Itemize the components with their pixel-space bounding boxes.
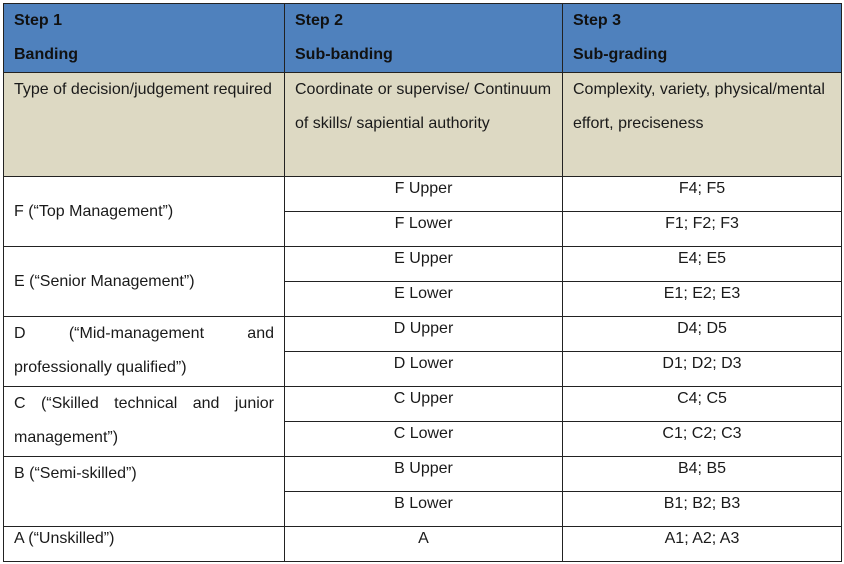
sub-grades: B4; B5 [563,457,842,492]
desc-banding: Type of decision/judgement required [4,73,285,177]
sub-band: D Lower [285,352,563,387]
band-label: A (“Unskilled”) [4,527,285,562]
sub-grades: B1; B2; B3 [563,492,842,527]
sub-banding-title: Sub-banding [295,46,393,63]
sub-band: E Lower [285,282,563,317]
header-sub-banding [285,4,563,73]
band-label: E (“Senior Management”) [4,247,285,317]
sub-grades: D1; D2; D3 [563,352,842,387]
table-row [4,247,842,282]
sub-grades: E1; E2; E3 [563,282,842,317]
sub-grades: F4; F5 [563,177,842,212]
desc-sub-grading: Complexity, variety, physical/mental effort, preciseness [563,73,842,177]
table-row [4,527,842,562]
sub-band: F Lower [285,212,563,247]
sub-grades: C1; C2; C3 [563,422,842,457]
step2-label: Step 2 [295,12,344,29]
sub-grades: C4; C5 [563,387,842,422]
sub-band: A [285,527,563,562]
band-label: D (“Mid-management and professionally qualified”) [4,317,285,387]
band-label: F (“Top Management”) [4,177,285,247]
sub-band: C Upper [285,387,563,422]
desc-sub-banding: Coordinate or supervise/ Continuum of skills/ sapiential authority [285,73,563,177]
table-row [4,387,842,422]
sub-band: D Upper [285,317,563,352]
sub-grades: E4; E5 [563,247,842,282]
sub-grades: F1; F2; F3 [563,212,842,247]
sub-band: F Upper [285,177,563,212]
step3-label: Step 3 [573,12,622,29]
sub-band: B Upper [285,457,563,492]
step1-label: Step 1 [14,12,63,29]
table-row [4,457,842,492]
banding-title: Banding [14,46,78,63]
sub-grades: D4; D5 [563,317,842,352]
job-grading-table [3,3,842,562]
sub-band: C Lower [285,422,563,457]
table-row [4,177,842,212]
sub-grades: A1; A2; A3 [563,527,842,562]
table-row [4,317,842,352]
band-label: C (“Skilled technical and junior management”) [4,387,285,457]
description-row [4,73,842,177]
sub-band: E Upper [285,247,563,282]
header-sub-grading [563,4,842,73]
sub-band: B Lower [285,492,563,527]
header-row [4,4,842,73]
band-label: B (“Semi-skilled”) [4,457,285,527]
sub-grading-title: Sub-grading [573,46,668,63]
header-banding [4,4,285,73]
